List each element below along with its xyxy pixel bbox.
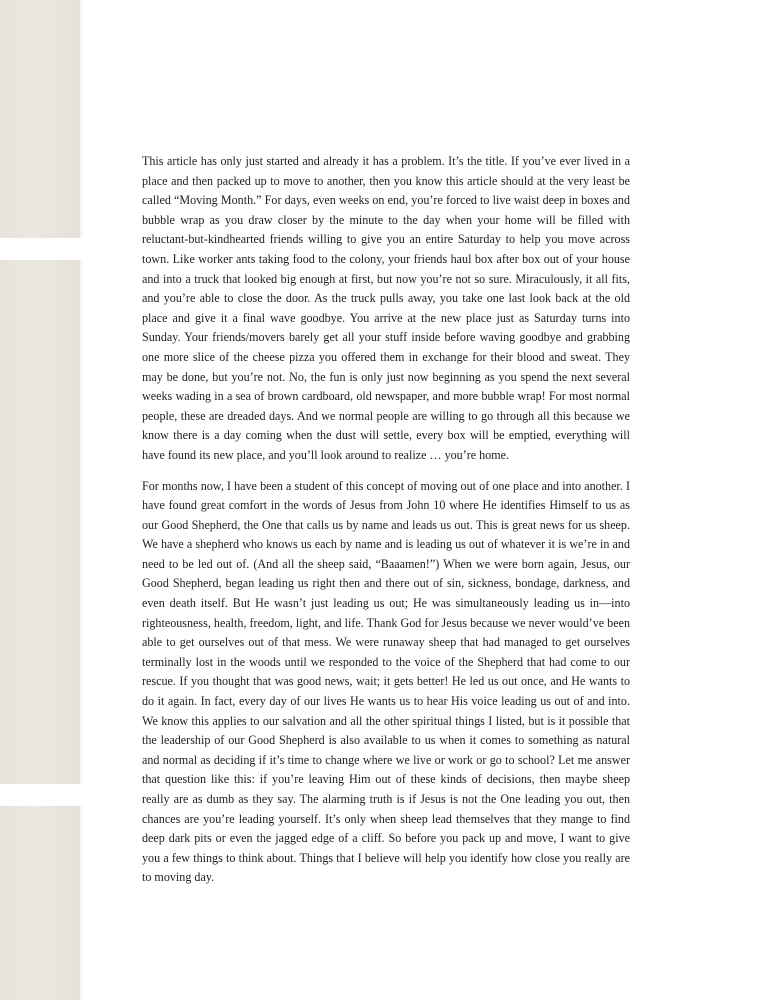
- torn-tape-gap-upper: [0, 244, 84, 254]
- article-body: [142, 152, 630, 899]
- torn-edge-bottom: [0, 248, 84, 260]
- masking-tape-strip: [0, 0, 80, 1000]
- tape-shadow: [80, 0, 84, 1000]
- torn-edge-bottom: [0, 794, 84, 806]
- torn-tape-gap-lower: [0, 790, 84, 800]
- article-paragraph-1: This article has only just started and already it has a problem. It’s the title. If you’ve ever lived in a place and then packed up to move to another, then you know this article should at the very least be called “Moving Month.” For days, even weeks on end, you’re forced to live waist deep in boxes and bubble wrap as you draw closer by the minute to the day when your home will be filled with reluctant-but-kindhearted friends willing to give you an entire Saturday to help you move across town. Like worker ants taking food to the colony, your friends haul box after box out of your house and into a truck that looked big enough at first, but now you’re not so sure. Miraculously, it all fits, and you’re able to close the door. As the truck pulls away, you take one last look back at the old place and give it a final wave goodbye. You arrive at the new place just as Saturday turns into Sunday. Your friends/movers barely get all your stuff inside before waving goodbye and grabbing one more slice of the cheese pizza you offered them in exchange for their blood and sweat. They may be done, but you’re not. No, the fun is only just now beginning as you spend the next several weeks wading in a sea of brown cardboard, old newspaper, and more bubble wrap! For most normal people, these are dreaded days. And we normal people are willing to go through all this because we know there is a day coming when the dust will settle, every box will be emptied, everything will have found its new place, and you’ll look around to realize … you’re home.: [142, 154, 630, 462]
- article-paragraph-2: For months now, I have been a student of this concept of moving out of one place and into another. I have found great comfort in the words of Jesus from John 10 where He identifies Himself to us as our Good Shepherd, the One that calls us by name and leads us out. This is great news for us sheep. We have a shepherd who knows us each by name and is leading us out of whatever it is we’re in and need to be led out of. (And all the sheep said, “Baaamen!”) When we were born again, Jesus, our Good Shepherd, began leading us right then and there out of sin, sickness, bondage, darkness, and even death itself. But He wasn’t just leading us out; He was simultaneously leading us in—into righteousness, health, freedom, light, and life. Thank God for Jesus because we never would’ve been able to get ourselves out of that mess. We were runaway sheep that had managed to get ourselves terminally lost in the woods until we responded to the voice of the Shepherd that had come to our rescue. If you thought that was good news, wait; it gets better! He led us out once, and He wants to do it again. In fact, every day of our lives He wants us to hear His voice leading us out of and into. We know this applies to our salvation and all the other spiritual things I listed, but is it possible that the leadership of our Good Shepherd is also available to us when it comes to something as natural and normal as deciding if it’s time to change where we live or work or go to school? Let me answer that question like this: if you’re leaving Him out of these kinds of decisions, then maybe sheep really are as dumb as they say. The alarming truth is if Jesus is not the One leading you out, then chances are you’re leading yourself. It’s only when sheep lead themselves that they mange to find deep dark pits or even the jagged edge of a cliff. So before you pack up and move, I want to give you a few things to think about. Things that I believe will help you identify how close you really are to moving day.: [142, 478, 630, 885]
